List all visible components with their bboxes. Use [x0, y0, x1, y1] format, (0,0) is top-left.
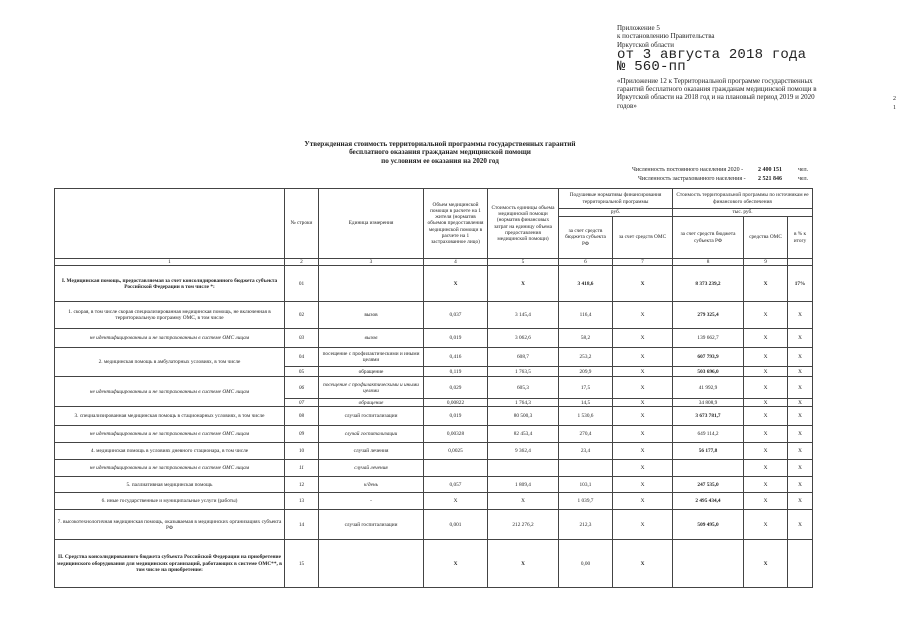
- row-volume: 0,00328: [424, 426, 488, 443]
- region-line: Иркутской области: [617, 40, 675, 49]
- table-row: [55, 266, 813, 302]
- row-no: 02: [285, 302, 319, 329]
- column-number: 4: [424, 259, 488, 266]
- table-row: [55, 348, 813, 367]
- row-budget: 1 039,7: [559, 493, 613, 510]
- row-total-oms: X: [744, 329, 788, 348]
- row-percent: X: [788, 407, 813, 426]
- row-total-budget: 509 495,0: [673, 510, 744, 540]
- row-oms: X: [613, 510, 673, 540]
- row-cost: 3 145,4: [488, 302, 559, 329]
- row-volume: 0,001: [424, 510, 488, 540]
- row-budget: 116,4: [559, 302, 613, 329]
- row-no: 07: [285, 399, 319, 407]
- row-percent: X: [788, 493, 813, 510]
- title-line-3: по условиям ее оказания на 2020 год: [381, 156, 499, 165]
- row-no: 04: [285, 348, 319, 367]
- row-total-budget: 34 808,9: [673, 399, 744, 407]
- row-total-oms: X: [744, 426, 788, 443]
- header-budget: за счет средств бюджета субъекта РФ: [559, 217, 613, 259]
- row-no: 09: [285, 426, 319, 443]
- row-percent: X: [788, 510, 813, 540]
- row-oms: X: [613, 540, 673, 588]
- row-total-oms: X: [744, 367, 788, 377]
- row-budget: 270,4: [559, 426, 613, 443]
- row-budget: 209,9: [559, 367, 613, 377]
- margin-mark: 2: [893, 96, 896, 102]
- row-unit: вызов: [319, 302, 424, 329]
- margin-mark: 1: [893, 105, 896, 111]
- row-name: 5. паллиативная медицинская помощь: [55, 477, 285, 493]
- row-no: 05: [285, 367, 319, 377]
- row-volume: [424, 460, 488, 477]
- row-total-budget: 139 662,7: [673, 329, 744, 348]
- row-total-oms: X: [744, 460, 788, 477]
- row-name: не идентифицированным и не застрахованным в системе ОМС лицам: [55, 329, 285, 348]
- row-budget: 0,00: [559, 540, 613, 588]
- row-total-budget: 56 177,8: [673, 443, 744, 460]
- table-row: [55, 407, 813, 426]
- row-name: не идентифицированным и не застрахованным в системе ОМС лицам: [55, 426, 285, 443]
- table-row: [55, 377, 813, 399]
- row-cost: 608,7: [488, 348, 559, 367]
- header-row-no: № строки: [285, 189, 319, 259]
- row-total-budget: [673, 460, 744, 477]
- row-name: не идентифицированным и не застрахованным в системе ОМС лицам: [55, 377, 285, 407]
- header-name-cell: [55, 189, 285, 259]
- row-total-budget: 279 325,4: [673, 302, 744, 329]
- header-cost-by-source: Стоимость территориальной программы по источникам ее финансового обеспечения: [673, 189, 813, 209]
- population-unit: чел.: [798, 176, 809, 182]
- row-total-oms: X: [744, 302, 788, 329]
- column-number: 3: [319, 259, 424, 266]
- row-percent: [788, 540, 813, 588]
- row-percent: X: [788, 426, 813, 443]
- row-no: 08: [285, 407, 319, 426]
- header-per-capita: Подушевые нормативы финансирования территориальной программы: [559, 189, 673, 209]
- cost-table: [54, 188, 813, 588]
- row-name: 7. высокотехнологичная медицинская помощь, оказываемая в медицинских организациях субъекта РФ: [55, 510, 285, 540]
- population-unit: чел.: [798, 167, 809, 173]
- row-total-budget: 3 673 781,7: [673, 407, 744, 426]
- row-name: 4. медицинская помощь в условиях дневного стационара, в том числе: [55, 443, 285, 460]
- row-volume: X: [424, 493, 488, 510]
- row-no: 01: [285, 266, 319, 302]
- header-percent: в % к итогу: [788, 217, 813, 259]
- row-oms: X: [613, 477, 673, 493]
- row-oms: X: [613, 407, 673, 426]
- resolution-date: от 3 августа 2018 года: [617, 46, 807, 63]
- column-number: 9: [744, 259, 788, 266]
- row-oms: X: [613, 367, 673, 377]
- resolution-line: к постановлению Правительства: [617, 32, 715, 41]
- row-total-oms: X: [744, 510, 788, 540]
- row-cost: 82 453,4: [488, 426, 559, 443]
- table-row: [55, 443, 813, 460]
- table-row: [55, 302, 813, 329]
- table-row: [55, 540, 813, 588]
- row-percent: X: [788, 329, 813, 348]
- population-total-label: Численность постоянного населения 2020 -: [632, 167, 744, 173]
- row-cost: 1 763,5: [488, 367, 559, 377]
- row-total-oms: X: [744, 266, 788, 302]
- row-name: не идентифицированным и не застрахованным в системе ОМС лицам: [55, 460, 285, 477]
- row-oms: X: [613, 266, 673, 302]
- row-no: 03: [285, 329, 319, 348]
- row-unit: к/день: [319, 477, 424, 493]
- row-cost: X: [488, 540, 559, 588]
- header-row: [55, 189, 813, 209]
- row-percent: X: [788, 443, 813, 460]
- row-total-oms: X: [744, 477, 788, 493]
- row-percent: X: [788, 367, 813, 377]
- document-header: [617, 24, 827, 110]
- row-oms: X: [613, 460, 673, 477]
- row-volume: 0,019: [424, 407, 488, 426]
- table-row: [55, 426, 813, 443]
- row-oms: X: [613, 443, 673, 460]
- population-total-value: 2 400 151: [758, 167, 782, 173]
- document-title: [260, 140, 620, 165]
- column-number: 6: [559, 259, 613, 266]
- row-total-budget: 8 373 239,2: [673, 266, 744, 302]
- row-oms: X: [613, 426, 673, 443]
- table-row: [55, 477, 813, 493]
- row-unit: [319, 540, 424, 588]
- row-no: 06: [285, 377, 319, 399]
- row-name: II. Средства консолидированного бюджета субъекта Российской Федерации на приобретение медицинского оборудования для медицинских организаций, работающих в системе ОМС**, в том числе на приобретение:: [55, 540, 285, 588]
- row-total-budget: 247 535,0: [673, 477, 744, 493]
- row-budget: 3 418,6: [559, 266, 613, 302]
- row-unit: случай лечения: [319, 443, 424, 460]
- row-total-oms: X: [744, 443, 788, 460]
- row-total-budget: 2 495 434,4: [673, 493, 744, 510]
- row-unit: обращение: [319, 367, 424, 377]
- table-row: [55, 510, 813, 540]
- header-unit: Единица измерения: [319, 189, 424, 259]
- column-number: 5: [488, 259, 559, 266]
- row-no: 11: [285, 460, 319, 477]
- row-budget: 1 530,6: [559, 407, 613, 426]
- appendix-line: Приложение 5: [617, 24, 660, 32]
- row-budget: 103,1: [559, 477, 613, 493]
- title-line-1: Утвержденная стоимость территориальной программы государственных гарантий: [304, 140, 576, 148]
- row-volume: 0,057: [424, 477, 488, 493]
- row-volume: 0,416: [424, 348, 488, 367]
- row-percent: X: [788, 302, 813, 329]
- row-total-budget: 649 114,2: [673, 426, 744, 443]
- header-oms: за счет средств ОМС: [613, 217, 673, 259]
- row-percent: X: [788, 348, 813, 367]
- row-budget: 23,4: [559, 443, 613, 460]
- row-percent: X: [788, 377, 813, 399]
- row-volume: 0,119: [424, 367, 488, 377]
- row-name: 6. иные государственные и муниципальные услуги (работы): [55, 493, 285, 510]
- row-oms: X: [613, 348, 673, 367]
- row-percent: X: [788, 399, 813, 407]
- row-no: 15: [285, 540, 319, 588]
- row-cost: X: [488, 493, 559, 510]
- row-total-oms: X: [744, 399, 788, 407]
- row-no: 14: [285, 510, 319, 540]
- row-no: 10: [285, 443, 319, 460]
- row-volume: 0,037: [424, 302, 488, 329]
- row-unit: вызов: [319, 329, 424, 348]
- row-volume: 0,00822: [424, 399, 488, 407]
- header-thousand-rub: тыс. руб.: [673, 209, 813, 217]
- title-line-2: бесплатного оказания гражданам медицинской помощи: [349, 148, 531, 157]
- column-number-blank: [788, 259, 813, 266]
- table-row: [55, 329, 813, 348]
- column-number: 7: [613, 259, 673, 266]
- header-rub: руб.: [559, 209, 673, 217]
- header-budget-total: за счет средств бюджета субъекта РФ: [673, 217, 744, 259]
- column-number: 8: [673, 259, 744, 266]
- row-unit: случай госпитализации: [319, 426, 424, 443]
- row-volume: X: [424, 266, 488, 302]
- row-oms: X: [613, 329, 673, 348]
- row-total-budget: [673, 540, 744, 588]
- row-volume: 0,029: [424, 377, 488, 399]
- table-row: [55, 460, 813, 477]
- row-total-oms: X: [744, 377, 788, 399]
- population-insured-value: 2 521 846: [758, 176, 782, 182]
- row-unit: посещение с профилактическими и иными целями: [319, 377, 424, 399]
- row-oms: X: [613, 493, 673, 510]
- row-total-oms: X: [744, 407, 788, 426]
- row-total-oms: X: [744, 348, 788, 367]
- table-row: [55, 493, 813, 510]
- row-unit: случай госпитализации: [319, 510, 424, 540]
- row-total-oms: X: [744, 540, 788, 588]
- row-unit: случай лечения: [319, 460, 424, 477]
- row-no: 12: [285, 477, 319, 493]
- appendix-subtitle: «Приложение 12 к Территориальной программе государственных гарантий бесплатного оказания гражданам медицинской помощи в Иркутской области на 2018 год и на плановый период 2019 и 2020 годов»: [617, 76, 817, 110]
- row-cost: 605,3: [488, 377, 559, 399]
- row-budget: 14,5: [559, 399, 613, 407]
- row-cost: 80 500,3: [488, 407, 559, 426]
- row-total-budget: 607 793,9: [673, 348, 744, 367]
- row-percent: 17%: [788, 266, 813, 302]
- row-no: 13: [285, 493, 319, 510]
- row-total-budget: 503 696,0: [673, 367, 744, 377]
- row-name: 1. скорая, в том числе скорая специализированная медицинская помощь, не включенная в территориальную программу ОМС, в том числе: [55, 302, 285, 329]
- row-oms: X: [613, 302, 673, 329]
- row-cost: 1 764,3: [488, 399, 559, 407]
- row-percent: X: [788, 477, 813, 493]
- row-cost: [488, 460, 559, 477]
- population-insured-label: Численность застрахованного населения -: [638, 176, 746, 182]
- row-volume: 0,019: [424, 329, 488, 348]
- row-unit: -: [319, 493, 424, 510]
- row-cost: X: [488, 266, 559, 302]
- resolution-number: № 560-пп: [617, 58, 686, 75]
- row-name: 2. медицинская помощь в амбулаторных условиях, в том числе: [55, 348, 285, 377]
- row-total-oms: X: [744, 493, 788, 510]
- column-number: 2: [285, 259, 319, 266]
- row-volume: X: [424, 540, 488, 588]
- column-numbers-row: [55, 259, 813, 266]
- row-volume: 0,0025: [424, 443, 488, 460]
- row-total-budget: 41 992,9: [673, 377, 744, 399]
- header-cost: Стоимость единицы объема медицинской помощи (норматив финансовых затрат на единицу объема предоставления медицинской помощи): [488, 189, 559, 259]
- header-oms-total: средства ОМС: [744, 217, 788, 259]
- row-name: I. Медицинская помощь, предоставляемая за счет консолидированного бюджета субъекта Российской Федерации в том числе *:: [55, 266, 285, 302]
- row-unit: [319, 266, 424, 302]
- row-unit: случай госпитализации: [319, 407, 424, 426]
- row-name: 3. специализированная медицинская помощь в стационарных условиях, в том числе: [55, 407, 285, 426]
- row-percent: X: [788, 460, 813, 477]
- row-budget: [559, 460, 613, 477]
- row-cost: 9 362,4: [488, 443, 559, 460]
- row-budget: 253,2: [559, 348, 613, 367]
- column-number: 1: [55, 259, 285, 266]
- margin-marks: [893, 95, 896, 113]
- row-oms: X: [613, 377, 673, 399]
- row-unit: обращение: [319, 399, 424, 407]
- row-budget: 17,5: [559, 377, 613, 399]
- row-cost: 3 062,6: [488, 329, 559, 348]
- row-cost: 1 809,4: [488, 477, 559, 493]
- row-unit: посещение с профилактическими и иными целями: [319, 348, 424, 367]
- row-budget: 212,3: [559, 510, 613, 540]
- header-volume: Объем медицинской помощи в расчете на 1 жителя (норматив объемов предоставления медицинской помощи в расчете на 1 застрахованное лицо): [424, 189, 488, 259]
- row-cost: 212 276,2: [488, 510, 559, 540]
- row-oms: X: [613, 399, 673, 407]
- row-budget: 58,2: [559, 329, 613, 348]
